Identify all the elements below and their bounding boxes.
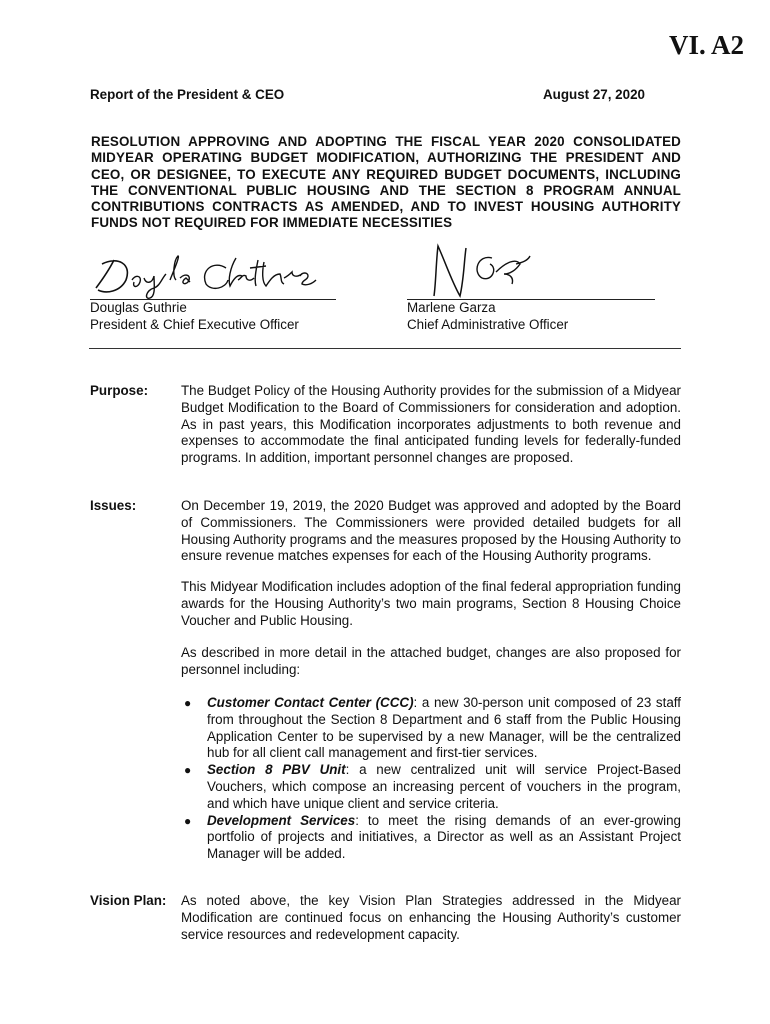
issues-paragraph-2: This Midyear Modification includes adoption of the final federal appropriation funding awards for the Housing Authority’s two main programs, Section 8 Housing Choice Voucher and Public Housing. [181,579,681,628]
issues-paragraph-1: On December 19, 2019, the 2020 Budget was approved and adopted by the Board of Commissioners. The Commissioners were provided detailed budgets for all Housing Authority programs and the measures proposed by the Housing Authority to ensure revenue matches expenses for each of the Housing Authority programs. [181,498,681,564]
divider [89,348,681,349]
bullet-icon: ● [184,696,192,710]
bullet-description: : a new centralized unit will service Project-Based Vouchers, which compose an increasing percent of vouchers in the program, and which have unique client and service criteria. [207,762,681,811]
bullet-description: : a new 30-person unit composed of 23 staff from throughout the Section 8 Department and 6 staff from the Public Housing Application Center to be supervised by a new Manager, will be the centralized hub for all client call management and first-tier services. [207,695,681,761]
bullet-description: : to meet the rising demands of an ever-growing portfolio of projects and initiatives, a Director as well as an Assistant Project Manager will be added. [207,812,681,862]
purpose-text: The Budget Policy of the Housing Authority provides for the submission of a Midyear Budget Modification to the Board of Commissioners for consideration and adoption. As in past years, this Modification incorporates adjustments to both revenue and expenses to accommodate the final anticipated funding levels for federally-funded programs. In addition, important personnel changes are proposed. [181,383,681,466]
list-item [181,762,681,812]
report-source: Report of the President & CEO [90,87,285,102]
signatory-role: Chief Administrative Officer [407,316,569,332]
signatory-name: Marlene Garza [407,300,496,315]
document-id: VI. A2 [668,30,744,60]
personnel-bullet-list [181,695,681,863]
purpose-label: Purpose: [90,383,149,398]
list-item [181,695,681,762]
signatory-name: Douglas Guthrie [90,300,187,315]
vision-label: Vision Plan: [90,893,167,908]
report-date: August 27, 2020 [543,87,645,102]
signatory-block-1 [90,300,299,333]
issues-label: Issues: [90,498,137,513]
issues-paragraph-3: As described in more detail in the attached budget, changes are also proposed for personnel including: [181,645,681,677]
signatory-role: President & Chief Executive Officer [90,316,299,332]
list-item [181,813,681,863]
signature-garza [420,242,540,300]
bullet-term: Development Services [207,812,356,828]
signatory-block-2 [407,300,568,333]
bullet-icon: ● [184,763,192,778]
bullet-term: Customer Contact Center (CCC) [207,695,414,710]
signature-guthrie [88,250,338,302]
bullet-icon: ● [184,813,192,828]
resolution-title: RESOLUTION APPROVING AND ADOPTING THE FISCAL YEAR 2020 CONSOLIDATED MIDYEAR OPERATING BUDGET MODIFICATION, AUTHORIZING THE PRESIDENT AND CEO, OR DESIGNEE, TO EXECUTE ANY REQUIRED BUDGET DOCUMENTS, INCLUDING THE CONVENTIONAL PUBLIC HOUSING AND THE SECTION 8 PROGRAM ANNUAL CONTRIBUTIONS CONTRACTS AS AMENDED, AND TO INVEST HOUSING AUTHORITY FUNDS NOT REQUIRED FOR IMMEDIATE NECESSITIES [91,134,681,231]
vision-text: As noted above, the key Vision Plan Strategies addressed in the Midyear Modification are continued focus on enhancing the Housing Authority’s customer service resources and redevelopment capacity. [181,893,681,942]
bullet-term: Section 8 PBV Unit [207,762,346,778]
